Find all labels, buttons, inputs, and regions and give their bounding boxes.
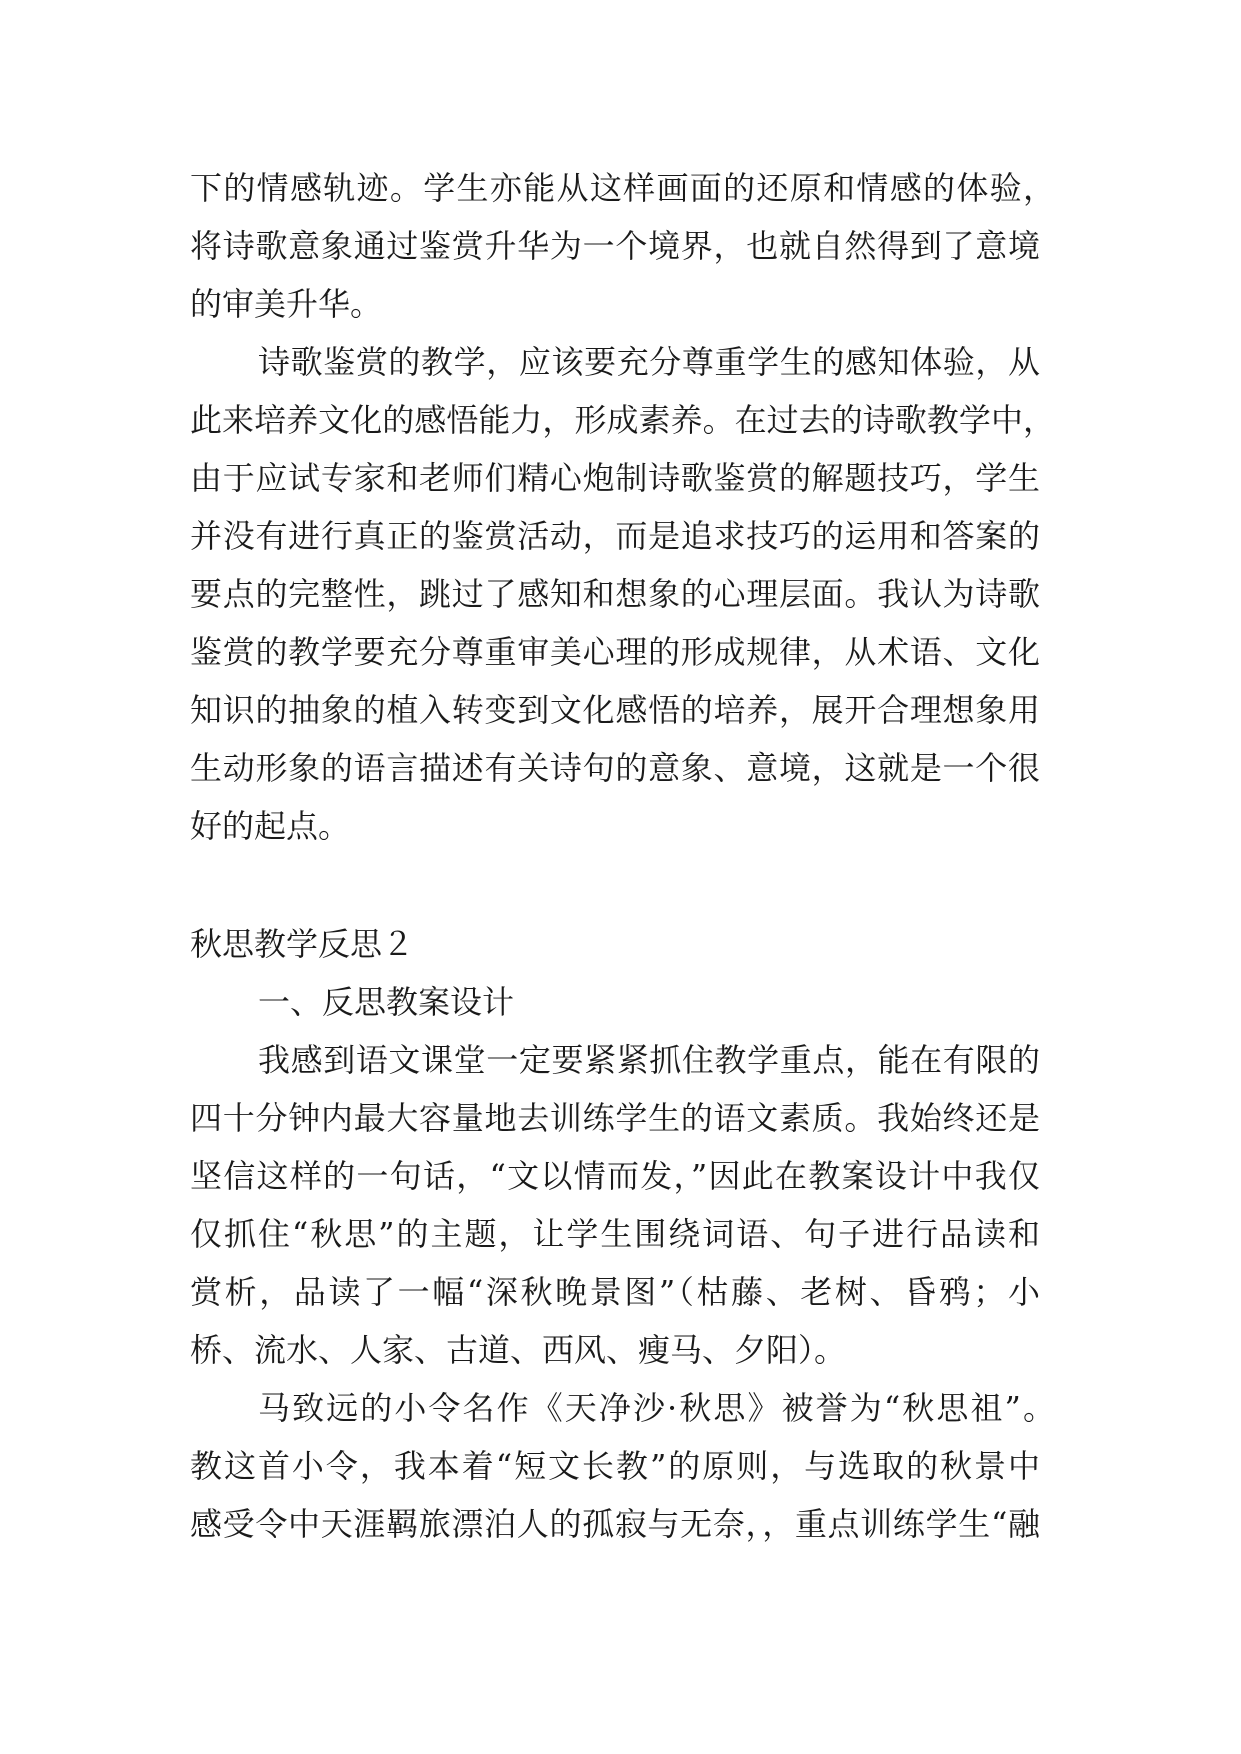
- paragraph-line: 坚信这样的一句话，“文以情而发，”因此在教案设计中我仅: [190, 1157, 1040, 1195]
- paragraph-line: 下的情感轨迹。学生亦能从这样画面的还原和情感的体验，: [190, 169, 1055, 207]
- paragraph-line: 我感到语文课堂一定要紧紧抓住教学重点，能在有限的: [258, 1041, 1040, 1079]
- paragraph-line: 桥、流水、人家、古道、西风、瘦马、夕阳）。: [190, 1331, 847, 1369]
- paragraph-line: 知识的抽象的植入转变到文化感悟的培养，展开合理想象用: [190, 691, 1040, 729]
- paragraph-line: 仅抓住“秋思”的主题，让学生围绕词语、句子进行品读和: [190, 1215, 1040, 1253]
- paragraph-line: 由于应试专家和老师们精心炮制诗歌鉴赏的解题技巧，学生: [190, 459, 1040, 497]
- paragraph-line: 赏析，品读了一幅“深秋晚景图”（枯藤、老树、昏鸦；小: [190, 1273, 1040, 1311]
- paragraph-line: 教这首小令，我本着“短文长教”的原则，与选取的秋景中: [190, 1447, 1040, 1485]
- paragraph-line: 鉴赏的教学要充分尊重审美心理的形成规律，从术语、文化: [190, 633, 1040, 671]
- section-title: 秋思教学反思２: [190, 925, 415, 963]
- paragraph-line: 生动形象的语言描述有关诗句的意象、意境，这就是一个很: [190, 749, 1040, 787]
- paragraph-line: 并没有进行真正的鉴赏活动，而是追求技巧的运用和答案的: [190, 517, 1040, 555]
- subheading: 一、反思教案设计: [258, 983, 515, 1021]
- paragraph-line: 马致远的小令名作《天净沙·秋思》被誉为“秋思祖”。: [258, 1389, 1055, 1427]
- paragraph-line: 的审美升华。: [190, 285, 383, 323]
- paragraph-line: 四十分钟内最大容量地去训练学生的语文素质。我始终还是: [190, 1099, 1040, 1137]
- paragraph-line: 好的起点。: [190, 807, 351, 845]
- paragraph-line: 将诗歌意象通过鉴赏升华为一个境界，也就自然得到了意境: [190, 227, 1040, 265]
- paragraph-line: 此来培养文化的感悟能力，形成素养。在过去的诗歌教学中，: [190, 401, 1055, 439]
- paragraph-line: 诗歌鉴赏的教学，应该要充分尊重学生的感知体验，从: [258, 343, 1040, 381]
- paragraph-line: 感受令中天涯羁旅漂泊人的孤寂与无奈，，重点训练学生“融: [190, 1505, 1040, 1543]
- paragraph-line: 要点的完整性，跳过了感知和想象的心理层面。我认为诗歌: [190, 575, 1040, 613]
